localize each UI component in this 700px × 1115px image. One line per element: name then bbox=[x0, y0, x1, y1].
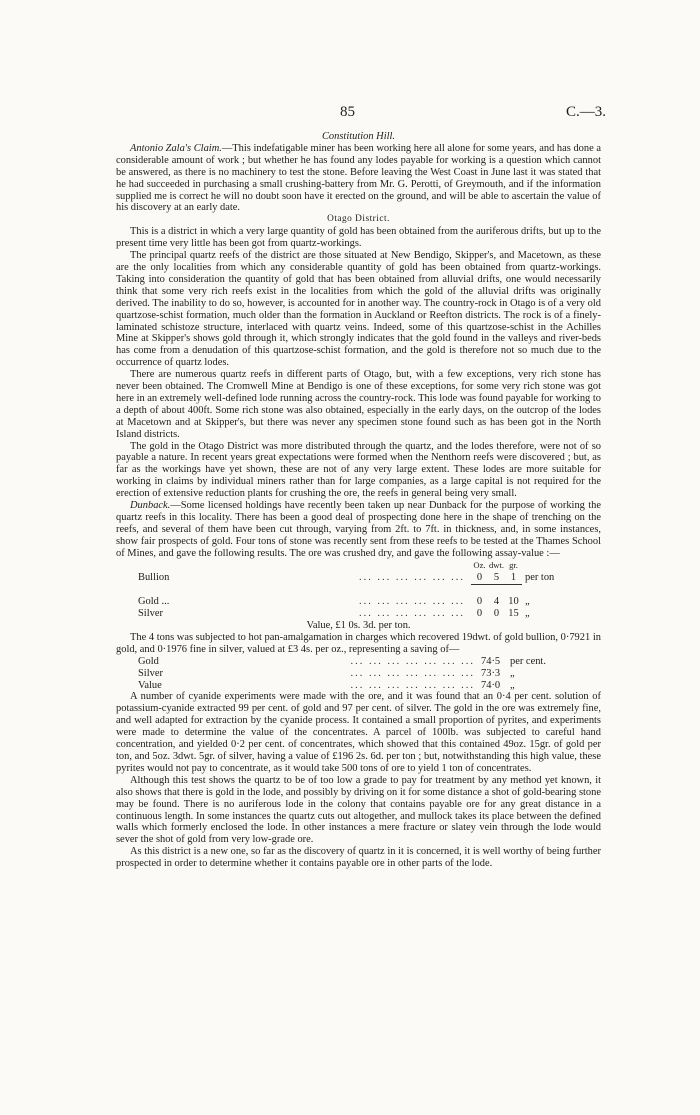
assay-row-gold bbox=[138, 596, 554, 608]
leader-dots: ... ... ... ... ... ... bbox=[358, 596, 465, 608]
saving-value: 74·0 bbox=[481, 679, 501, 691]
assay-dwt: 4 bbox=[493, 596, 500, 608]
assay-header-gr: gr. bbox=[509, 559, 518, 570]
assay-table bbox=[138, 560, 554, 620]
assay-gr: 10 bbox=[508, 596, 519, 608]
section-heading-constitution-hill: Constitution Hill. bbox=[321, 131, 396, 142]
assay-header-row bbox=[138, 560, 554, 572]
saving-label: Silver bbox=[138, 667, 163, 679]
assay-gr: 15 bbox=[508, 608, 519, 620]
assay-value-line: Value, £1 0s. 3d. per ton. bbox=[306, 620, 411, 632]
saving-row-gold bbox=[138, 656, 546, 668]
saving-row-silver bbox=[138, 668, 546, 680]
leader-dots: ... ... ... ... ... ... ... bbox=[350, 655, 475, 667]
paragraph-otago-1: This is a district in which a very large quantity of gold has been obtained from the auriferous drifts, but up to the present time very little has been got from quartz-workings. bbox=[116, 226, 601, 250]
assay-unit: per ton bbox=[525, 571, 555, 583]
paragraph-lead-zala: Antonio Zala's Claim. bbox=[130, 142, 222, 154]
saving-label: Value bbox=[138, 679, 162, 691]
assay-row-bullion bbox=[138, 572, 554, 585]
assay-rule-row bbox=[138, 584, 554, 596]
page-body bbox=[116, 131, 601, 870]
saving-label: Gold bbox=[138, 655, 159, 667]
paragraph-otago-2: The principal quartz reefs of the district are those situated at New Bendigo, Skipper's, and Macetown, as these are the only localities from which any considerable quantity of gold has been obtained from quartz-workings. Taking into consideration the quantity of gold that has been obtained from alluvial drifts, one would necessarily think that some very rich reefs exist in the localities from which the gold of the alluvial drifts was originally derived. The inability to do so, however, is accounted for in another way. The country-rock in Otago is of a very old quartzose-schist formation, much older than the formation in Auckland or Reefton districts. The rock is of a finely-laminated schistoze structure, interlaced with quartz veins. Indeed, some of this quartzose-schist in the Achilles Mine at Skipper's shows gold through it, which strongly indicates that the gold found in the valleys and river-beds has come from a denudation of this quartzose-schist formation, and the gold is therefore not so much due to the occurrence of quartz lodes. bbox=[116, 250, 601, 369]
document-reference: C.—3. bbox=[565, 104, 606, 120]
paragraph-dunback bbox=[116, 500, 601, 560]
paragraph-text-dunback: —Some licensed holdings have recently been taken up near Dunback for the purpose of working the quartz reefs in this locality. There has been a good deal of prospecting done here in the shape of trenching on the reefs, and several of them have been cut through, varying from 2ft. to 7ft. in thickness, and, in some instances, show fair prospects of gold. Four tons of stone was recently sent from these reefs to be tested at the Thames School of Mines, and gave the following results. The ore was crushed dry, and gave the following assay-value :— bbox=[116, 500, 601, 559]
leader-dots: ... ... ... ... ... ... bbox=[358, 608, 465, 620]
assay-oz: 0 bbox=[476, 608, 483, 620]
assay-dwt: 5 bbox=[493, 571, 500, 583]
assay-header-dwt: dwt. bbox=[488, 559, 505, 570]
assay-header-oz: Oz. bbox=[473, 559, 486, 570]
assay-unit: „ bbox=[525, 608, 530, 620]
paragraph-low-grade: Although this test shows the quartz to be of too low a grade to pay for treatment by any method yet known, it also shows that there is gold in the lode, and possibly by driving on it for some distance a shot of gold-bearing stone may be found. There is no auriferous lode in the colony that contains payable ore for any great distance in a continuous length. In some instances the quartz cuts out altogether, and mullock takes its place between the defined walls which formerly enclosed the lode. In other instances a mere fracture or slatey vein through the lode would sever the shot of gold from very low-grade ore. bbox=[116, 774, 601, 846]
page-header bbox=[0, 104, 700, 126]
paragraph-otago-3: There are numerous quartz reefs in different parts of Otago, but, with a few exceptions, very rich stone has never been obtained. The Cromwell Mine at Bendigo is one of these exceptions, for some very rich stone was got here in an extremely well-defined lode running across the country-rock. This lode was found payable for working to a depth of about 400ft. Some rich stone was also obtained, especially in the early days, on the outcrop of the lodes at Macetown and at Skipper's, but there was never any specimen stone found such as has been got in the North Island districts. bbox=[116, 369, 602, 440]
assay-label: Gold ... bbox=[138, 596, 170, 608]
saving-row-value bbox=[138, 680, 546, 692]
assay-label: Bullion bbox=[138, 571, 170, 583]
leader-dots: ... ... ... ... ... ... ... bbox=[350, 667, 475, 679]
assay-gr: 1 bbox=[510, 571, 517, 583]
assay-divider bbox=[471, 584, 522, 596]
paragraph-lead-dunback: Dunback. bbox=[130, 500, 171, 512]
assay-row-silver bbox=[138, 608, 554, 620]
assay-unit: „ bbox=[525, 596, 530, 608]
saving-unit: „ bbox=[510, 679, 515, 691]
saving-unit: per cent. bbox=[510, 655, 546, 667]
assay-dwt: 0 bbox=[493, 608, 500, 620]
paragraph-conclusion: As this district is a new one, so far as the discovery of quartz in it is concerned, it is well worthy of being further prospected in order to determine whether it contains payable ore in other parts of the lode. bbox=[116, 846, 601, 870]
assay-oz: 0 bbox=[476, 596, 483, 608]
page-number: 85 bbox=[340, 104, 355, 120]
assay-label: Silver bbox=[138, 608, 163, 620]
section-heading-otago: Otago District. bbox=[327, 214, 390, 225]
assay-oz: 0 bbox=[476, 571, 483, 583]
leader-dots: ... ... ... ... ... ... bbox=[358, 571, 465, 583]
leader-dots: ... ... ... ... ... ... ... bbox=[350, 679, 475, 691]
saving-table bbox=[138, 656, 546, 692]
paragraph-pan-amalgamation: The 4 tons was subjected to hot pan-amalgamation in charges which recovered 19dwt. of gold bullion, 0·7921 in gold, and 0·1976 fine in silver, valued at £3 4s. per oz., representing a saving of— bbox=[116, 631, 601, 655]
saving-unit: „ bbox=[510, 667, 515, 679]
saving-value: 74·5 bbox=[481, 655, 501, 667]
saving-value: 73·3 bbox=[481, 667, 501, 679]
paragraph-text-zala: —This indefatigable miner has been working here all alone for some years, and has done a considerable amount of work ; but whether he has found any lodes payable for working is a question which cannot be answered, as there is no machinery to test the stone. Before leaving the West Coast in June last it was stated that he had succeeded in purchasing a small crushing-battery from Mr. G. Perotti, of Greymouth, and if the information supplied me is correct he will no doubt soon have it erected on the ground, and will be able to ascertain the value of his discovery at an early date. bbox=[116, 142, 601, 214]
paragraph-otago-4: The gold in the Otago District was more distributed through the quartz, and the lodes therefore, were not of so payable a nature. In recent years great expectations were formed when the Nenthorn reefs were discovered ; but, as far as the workings have yet shown, these are not of any very large extent. These lodes are more suitable for working in claims by individual miners rather than for large companies, as a large capital is not required for the erection of extensive reduction plants for crushing the ore, the reefs in general being very small. bbox=[116, 440, 601, 500]
paragraph-zala-claim bbox=[116, 143, 601, 214]
paragraph-cyanide: A number of cyanide experiments were made with the ore, and it was found that an 0·4 per cent. solution of potassium-cyanide extracted 99 per cent. of gold and 97 per cent. of silver. The gold in the ore was extremely fine, and well adapted for extraction by the cyanide process. It contained a small proportion of pyrites, and experiments were made to determine the value of the concentrates. A parcel of 100lb. was subjected to careful hand concentration, and yielded 0·2 per cent. of concentrates, which showed that this contained 49oz. 15gr. of gold per ton, and 5oz. 3dwt. 5gr. of silver, having a value of £196 2s. 6d. per ton ; but, notwithstanding this high value, these pyrites would not pay to concentrate, as it would take 500 tons of ore to yield 1 ton of concentrates. bbox=[116, 691, 601, 774]
